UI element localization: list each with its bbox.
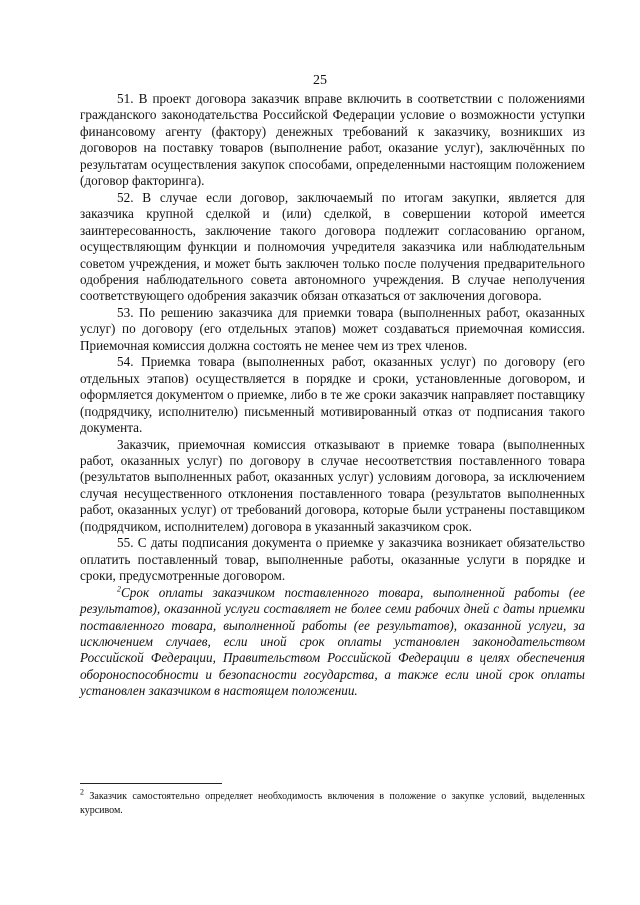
footnote-text: Заказчик самостоятельно определяет необходимость включения в положение о закупке условий, выделенных курсивом. [80, 791, 585, 816]
paragraph-51: 51. В проект договора заказчик вправе включить в соответствии с положениями гражданского законодательства Российской Федерации условие о возможности уступки финансовому агенту (фактору) денежных требований к заказчику, возникших из договоров на поставку товаров (выполнение работ, оказание услуг), заключённых по результатам осуществления закупок способами, определенными настоящим положением (договор факторинга). [80, 91, 585, 189]
paragraph-52: 52. В случае если договор, заключаемый по итогам закупки, является для заказчика крупной сделкой и (или) сделкой, в совершении которой имеется заинтересованность, заключение такого договора подлежит согласованию органом, осуществляющим функции и полномочия учредителя заказчика или наблюдательным советом учреждения, и может быть заключен только после получения предварительного одобрения наблюдательного совета автономного учреждения. В случае неполучения соответствующего одобрения заказчик обязан отказаться от заключения договора. [80, 189, 585, 304]
paragraph-payment-term [80, 585, 585, 700]
footnote-reference-mark[interactable]: 2 [117, 584, 121, 594]
footnote-mark: 2 [80, 787, 84, 797]
paragraph-54-continuation: Заказчик, приемочная комиссия отказывают в приемке товара (выполненных работ, оказанных услуг) по договору в случае несоответствия поставленного товара (результатов выполненных работ, оказанных услуг) условиям договора, за исключением случая несущественного отклонения поставленного товара (результатов выполненных работ, оказанных услуг) от требований договора, которые были устранены поставщиком (подрядчиком, исполнителем) договора в указанный заказчиком срок. [80, 436, 585, 534]
paragraph-54: 54. Приемка товара (выполненных работ, оказанных услуг) по договору (его отдельных этапов) осуществляется в порядке и сроки, установленные договором, и оформляется документом о приемке, либо в те же сроки заказчик направляет поставщику (подрядчику, исполнителю) письменный мотивированный отказ от подписания такого документа. [80, 354, 585, 436]
payment-term-text: Срок оплаты заказчиком поставленного товара, выполненной работы (ее результатов), оказанной услуги составляет не более семи рабочих дней с даты приемки поставленного товара, выполненной работы (ее результатов), оказанной услуги, за исключением случаев, если иной срок оплаты установлен законодательством Российской Федерации, Правительством Российской Федерации в целях обеспечения обороноспособности и безопасности государства, а также если иной срок оплаты установлен заказчиком в настоящем положении. [80, 584, 585, 699]
footnote [80, 787, 585, 818]
footnote-separator [80, 783, 222, 784]
page-number: 25 [313, 73, 327, 88]
paragraph-53: 53. По решению заказчика для приемки товара (выполненных работ, оказанных услуг) по договору (его отдельных этапов) может создаваться приемочная комиссия. Приемочная комиссия должна состоять не менее чем из трех членов. [80, 304, 585, 353]
paragraph-55: 55. С даты подписания документа о приемке у заказчика возникает обязательство оплатить поставленный товар, выполненные работы, оказанные услуги в порядке и сроки, предусмотренные договором. [80, 535, 585, 584]
document-body [80, 91, 585, 700]
